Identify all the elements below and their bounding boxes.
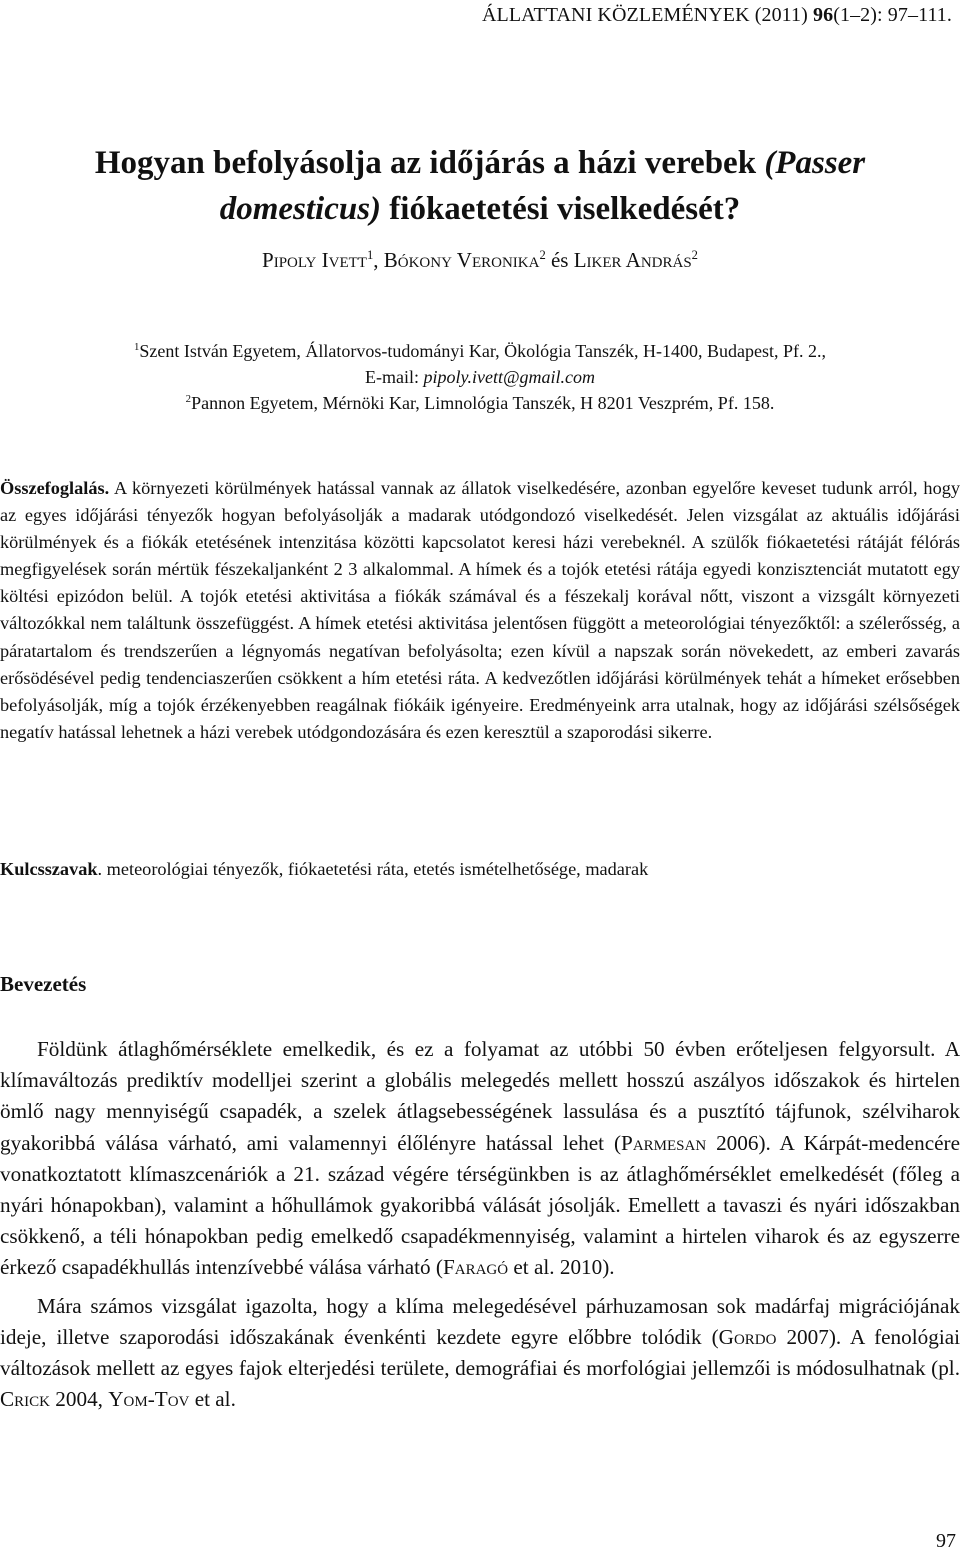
affiliation-text: Pannon Egyetem, Mérnöki Kar, Limnológia Tanszék, H 8201 Veszprém, Pf. 158. [191, 393, 775, 413]
paragraph-text: Földünk átlaghőmérséklete emelkedik, és ez a folyamat az utóbbi 50 évben erőteljesen felgyorsult. A klímaváltozás prediktív modelljei szerint a globális melegedés mellett hosszú aszályos időszakok és hirtelen ömlő nagy mennyiségű csapadék, a szelek átlagsebességének lassulása és a pusztító tájfunok, szélviharok gyakoribbá válása várható, ami valamennyi élőlényre hatással lehet ( [0, 1037, 960, 1155]
citation-author: Faragó [442, 1255, 509, 1280]
article-title [60, 140, 900, 232]
title-text-2: fiókaetetési viselkedését? [381, 191, 741, 227]
running-header [482, 4, 952, 27]
paragraph-text: 2006). A Kárpát-medencére vonatkoztatott klímaszcenáriók a 21. század végére térségünkben is az átlaghőmérséklet emelkedését (főleg a nyári hónapokban), valamint a hőhullámok gyakoribbá válását jósolják. Emellett a tavaszi és nyári időszakban csökkenő, a téli hónapokban pedig emelkedő csapadékmennyiség, valamint a hirtelen viharok és az egyszerre érkező csapadékhullás intenzívebbé válása várható ( [0, 1130, 960, 1280]
email-link[interactable]: pipoly.ivett@gmail.com [423, 367, 595, 387]
journal-name: ÁLLATTANI KÖZLEMÉNYEK (2011) [481, 4, 813, 26]
author-name: Pipoly Ivett [262, 248, 367, 272]
citation-author: Crick [0, 1387, 50, 1412]
author-name: Liker András [573, 248, 692, 272]
page-number: 97 [936, 1530, 956, 1552]
affiliation-number: 1 [134, 341, 140, 353]
author-affiliation-mark: 1 [366, 248, 374, 262]
email-label: E-mail: [364, 367, 424, 387]
title-text-1: Hogyan befolyásolja az időjárás a házi verebek [94, 145, 765, 181]
paragraph [0, 1291, 960, 1416]
affiliations [40, 338, 920, 416]
author-affiliation-mark: 2 [539, 248, 546, 262]
paragraph-text: 2004, [49, 1387, 109, 1412]
keywords-label: Kulcsszavak [0, 859, 98, 879]
paragraph [0, 1034, 960, 1284]
email-line [40, 364, 920, 390]
abstract-text: A környezeti körülmények hatással vannak az állatok viselkedésére, azonban egyelőre keveset tudunk arról, hogy az egyes időjárási tényezők hogyan befolyásolják a madarak utódgondozó viselkedését. Jelen vizsgálat az aktuális időjárási körülmények és a fiókák etetésének intenzitása közötti kapcsolatot keresi házi verebeknél. A szülők fiókaetetési rátáját félórás megfigyelések során mértük fészekaljanként 2 3 alkalommal. A hímek és a tojók etetési rátája egyedi konzisztenciát mutatott egy költési epizódon belül. A tojók etetési aktivitása a fiókák számával és a fészekalj korával nőtt, viszont a vizsgált környezeti változókkal nem találtunk összefüggést. A hímek etetési aktivitása jelentősen függött a meteorológiai tényezőktől: a szélerősség, a páratartalom és trendszerűen a légnyomás negatívan befolyásolta; ezen kívül a napszak során növekedett, az emberi zavarás erősödésével pedig tendenciaszerűen csökkent a hím etetési ráta. A kedvezőtlen időjárási körülmények tehát a hímeket erősebben befolyásolják, míg a tojók érzékenyebben reagálnak fiókáik igényeire. Eredményeink arra utalnak, hogy az időjárási szélsőségek negatív hatással lehetnek a házi verebek utódgondozására és ezen keresztül a szaporodási sikerre. [0, 478, 960, 742]
section-heading: Bevezetés [0, 972, 87, 996]
affiliation-2 [40, 390, 920, 416]
keywords [0, 856, 960, 883]
paragraph-text: Mára számos vizsgálat igazolta, hogy a klíma melegedésével párhuzamosan sok madárfaj migrációjának ideje, illetve szaporodási időszakának évenkénti kezdete egyre előbbre tolódik ( [0, 1293, 960, 1349]
affiliation-number: 2 [185, 393, 192, 405]
journal-volume: 96 [813, 4, 834, 26]
title-species: (Passer domesticus) [219, 145, 866, 227]
paragraph-text: et al. [189, 1387, 236, 1412]
author-affiliation-mark: 2 [691, 248, 698, 262]
paragraph-text: 2007). A fenológiai változások mellett az egyes fajok elterjedési területe, demográfiai és morfológiai jellemzői is módosulhatnak (pl. [0, 1324, 960, 1381]
citation-author: Parmesan [621, 1130, 707, 1155]
abstract-label: Összefoglalás. [0, 478, 110, 498]
author-conjunction: és [550, 248, 569, 272]
introduction-body [0, 1034, 960, 1415]
keywords-text: . meteorológiai tényezők, fiókaetetési ráta, etetés ismételhetősége, madarak [97, 859, 649, 879]
author-name: Bókony Veronika [383, 248, 540, 272]
paragraph-text: et al. 2010). [508, 1255, 615, 1280]
affiliation-text: Szent István Egyetem, Állatorvos-tudományi Kar, Ökológia Tanszék, H-1400, Budapest, Pf. 2., [139, 341, 826, 361]
affiliation-1 [40, 338, 920, 364]
citation-author: Gordo [718, 1324, 777, 1349]
author-list: Pipoly Ivett$^1$, Bókony Veronika$^2$ és Liker András$^2$ [262, 248, 698, 272]
citation-author: Yom-Tov [108, 1387, 190, 1412]
abstract [0, 475, 960, 746]
journal-issue-pages: (1–2): 97–111. [833, 4, 952, 26]
